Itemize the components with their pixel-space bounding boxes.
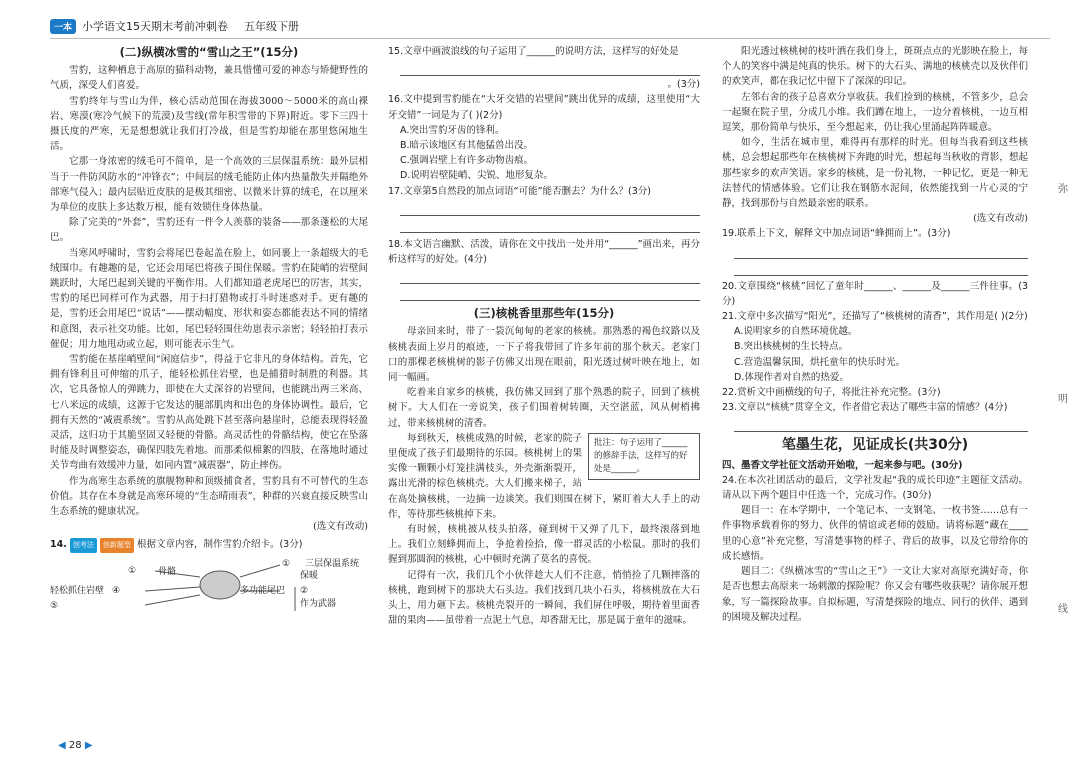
question-20: 20.文章围绕“核桃”回忆了童年时______、______及______三件往事。(3分) (722, 280, 1028, 307)
question-23: 23.文章以“核桃”贯穿全文，作者借它表达了哪些丰富的情感？(4分) (722, 402, 1008, 414)
margin-char: 弥 (1058, 184, 1068, 195)
header-left (50, 18, 299, 34)
next-arrow-icon: ▶ (84, 740, 93, 751)
q21-option-c[interactable]: C.营造温馨氛围，烘托童年的快乐时光。 (734, 356, 906, 368)
paragraph: 除了完美的“外套”，雪豹还有一件令人羡慕的装备——那条蓬松的大尾巴。 (50, 217, 368, 244)
answer-line[interactable] (400, 201, 700, 216)
paragraph: 每到秋天，核桃成熟的时候，老家的院子里便成了孩子们最期待的乐园。核桃树上的果实像一颗颗小灯笼挂满枝头，外壳渐渐裂开，露出光滑的棕色核桃壳。大人们搬来梯子，站在高处摘核桃，一边摘一边谈笑。我们则围在树下，紧盯着大人手上的动作，等待那些核桃掉下来。 (388, 432, 700, 520)
topic-one: 题目一：在本学期中，一个笔记本、一支钢笔、一枚书签……总有一件事物承载着你的努力、伙伴的情谊或老师的鼓励。请将标题“藏在____里的心意”补充完整，写清楚事物的样子、背后的故事，以及它带给你的成长感悟。 (722, 505, 1028, 562)
question-24: 24.在本次社团活动的最后，文学社发起“我的成长印迹”主题征文活动。请从以下两个题目中任选一个，完成习作。(30分) (722, 474, 1028, 502)
label-c1: ① (128, 565, 137, 576)
margin-char: 明 (1058, 394, 1068, 405)
label-weapon: 作为武器 (300, 598, 337, 609)
label-c1b: ① (282, 558, 291, 569)
question-14 (50, 537, 368, 553)
snow-leopard-icon (200, 571, 240, 599)
question-17: 17.文章第5自然段的加点词语“可能”能否删去？为什么？(3分) (388, 185, 651, 197)
paragraph: 它那一身浓密的绒毛可不简单，是一个高效的三层保温系统：最外层相当于一件防风防水的“冲锋衣”；中间层的绒毛能防止体内热量散失并隔绝外部寒气侵入；最内层贴近皮肤的是极其细密、以微米计算的绒毛，在以厘米为单位的皮肤上多达数万根，能有效锁住身体热量。 (50, 156, 368, 214)
q16-option-b[interactable]: B.暗示该地区有其他猛兽出没。 (400, 140, 534, 152)
answer-line[interactable] (734, 244, 1028, 259)
answer-line[interactable] (734, 261, 1028, 276)
q16-option-d[interactable]: D.说明岩壁陡峭、尖锐、地形复杂。 (400, 170, 553, 182)
question-15: 15.文章中画波浪线的句子运用了______的说明方法，这样写的好处是 (388, 46, 679, 57)
label-keep: 保暖 (300, 570, 319, 581)
prev-arrow-icon: ◀ (58, 740, 66, 751)
q14-text: 根据文章内容，制作雪豹介绍卡。(3分) (136, 538, 303, 550)
paragraph: 母亲回来时，带了一袋沉甸甸的老家的核桃。那熟悉的褐色纹路以及核桃表面上岁月的痕迹，一下子将我带回了许多年前的那个秋天。老家门口的那棵老核桃树的影子仿佛又出现在眼前，阳光透过树叶映在地上，如同一幅画。 (388, 326, 700, 384)
brand-logo: 一本 (50, 19, 76, 34)
header-bar (50, 18, 1050, 38)
q21-option-a[interactable]: A.说明家乡的自然环境优越。 (734, 326, 858, 338)
topic-two: 题目二：《纵横冰雪的“雪山之王”》一文让大家对高原充满好奇，你是否也想去高原来一场刺激的探险呢？你又会有哪些收获呢？请你展开想象，写一篇探险故事。自拟标题，写清楚探险的地点、同行的伙伴、遇到的困境及解决过程。 (722, 566, 1028, 623)
grade-label: 五年级下册 (244, 20, 300, 33)
q15-score: 。(3分) (667, 79, 700, 91)
column-left (50, 44, 368, 613)
question-22: 22.赏析文中画横线的句子，将批注补充完整。(3分) (722, 387, 941, 399)
paragraph: 雪豹能在基崖峭壁间“闲庭信步”，得益于它非凡的身体结构。首先，它拥有锋利且可伸缩的爪子，能轻松抓住岩壁，也是捕猎时制胜的利器。其次，它具备惊人的弹跳力，即使在大丈深谷的岩壁间，也能跳出两三米高、七八米远的成绩，这源于它发达的腿部肌肉和出色的身体协调性。最后，它拥有天然的“减震系统”。雪豹从高处跳下甚至落向悬崖时，总能表现得轻盈灵活，这归功于其脆坚固又轻便的骨骼。高灵活性的骨骼结构，使它在坠落时能及时调整姿态，确保四肢先着地。而那柔似棉絮的四肢，在落地时通过关节弯曲有效缓冲力量，如同内置“减震器”，防止摔伤。 (50, 354, 368, 472)
label-rock: 轻松抓住岩壁 (50, 585, 105, 596)
question-18: 18.本文语言幽默、活泼，请你在文中找出一处并用“______”画出来，再分析这样写的好处。(4分) (388, 238, 700, 266)
column-middle (388, 44, 700, 629)
question-16: 16.文中提到雪豹能在“大牙交错的岩壁间”跳出优异的成绩，这里使用“大牙交错”一词是为了( )(2分) (388, 94, 700, 121)
section2-title: (二)纵横冰雪的“雪山之王”(15分) (119, 45, 299, 59)
answer-line[interactable] (400, 286, 700, 301)
q14-number: 14. (50, 538, 67, 550)
margin-char: 线 (1058, 604, 1068, 615)
paragraph: 雪豹，这种栖息于高原的猫科动物，兼具惜懂可爱的神态与矫健野性的气质，深受人们喜爱。 (50, 65, 368, 92)
writing-subtitle: 四、墨香文学社征文活动开始啦，一起来参与吧。(30分) (722, 459, 963, 471)
paragraph: 阳光透过核桃树的枝叶洒在我们身上，斑斑点点的光影映在脸上，每个人的笑容中满是纯真的快乐。树下的大石头、满地的核桃壳以及伙伴们的欢笑声，都在我记忆中留下了深深的印记。 (722, 46, 1028, 88)
q21-option-b[interactable]: B.突出核桃树的生长特点。 (734, 341, 849, 353)
question-19: 19.联系上下文，解释文中加点词语“蜂拥而上”。(3分) (722, 228, 951, 240)
source-note: (选文有改动) (973, 213, 1028, 225)
header-divider (50, 38, 1050, 39)
paragraph: 当寒风呼啸时，雪豹会将尾巴卷起盖在脸上，如同裹上一条超级大的毛绒围巾。有趣趣的是，它还会用尾巴将孩子围住保暖。雪豹在陡峭的岩壁间跳跃时，大尾巴起到关键的平衡作用。人们都知道老虎尾巴的厉害，其实，雪豹的尾巴同样可作为武器，用于扫打猎物或打斗时迷惑对手。更有趣的是，雪豹还会用尾巴“说话”——摆动幅度、形状和姿态都能表达不同的情绪和意图，表示社交功能。比如，尾巴轻轻围住幼崽表示亲密；轻轻拍打表示催促；用力地甩动或立起，则可能表示生气。 (50, 247, 368, 350)
label-c5: ⑤ (50, 600, 59, 611)
snow-leopard-card-diagram (50, 557, 368, 613)
badge-new-type: 创新题型 (100, 538, 134, 553)
label-tail: 多功能尾巴 (240, 585, 286, 596)
label-c2: ② (300, 585, 309, 596)
column-right (722, 44, 1028, 625)
page-footer (58, 740, 93, 751)
paragraph: 吃着来自家乡的核桃，我仿佛又回到了那个熟悉的院子，回到了核桃树下。大人们在一旁说笑，孩子们围着树转圈，天空湛蓝，风从树梢拂过，带来核桃树的清香。 (388, 387, 700, 429)
label-layers: 三层保温系统 (305, 558, 360, 569)
answer-line[interactable] (400, 218, 700, 233)
paragraph: 作为高寒生态系统的旗舰物种和顶级捕食者，雪豹具有不可替代的生态价值。其存在本身就是高寒环境的“生态晴雨表”，种群的兴衰直接反映雪山生态系统的健康状况。 (50, 475, 368, 518)
paragraph: 有时候，核桃被从枝头拍落，碰到树干又弹了几下，最终滚落到地上。我们立刻蜂拥而上，争抢着捡拾，像一群灵活的小松鼠。那时的我们握到那圆润的核桃，心中顿时充满了莫名的喜悦。 (388, 524, 700, 566)
q16-option-a[interactable]: A.突出雪豹牙齿的锋利。 (400, 124, 505, 136)
paragraph: 如今，生活在城市里，难得再有那样的时光。但每当我看到这些核桃，总会想起那些年在核桃树下奔跑的时光，想起每当秋收的背影，想起那些家乡的欢声笑语。家乡的核桃，是一份礼物，一种记忆，更是一种无法替代的情感体验。它们让我在钢筋水泥间，依然能找到一片心灵的宁静，找到那份与自然最亲密的联系。 (722, 137, 1028, 210)
series-title: 小学语文15天期末考前冲刺卷 (82, 20, 229, 33)
answer-line[interactable] (400, 61, 700, 76)
label-c4: ④ (112, 585, 121, 596)
paragraph: 雪豹终年与雪山为伴，核心活动范围在海拔3000～5000米的高山裸岩、寒漠(寒冷气候下的荒漠)及雪线(常年积雪带的下界)附近。零下三四十摄氏度的严寒，无是想想就让我们打冷战，但是雪豹却能在那里悠闲地生活。 (50, 95, 368, 153)
answer-line[interactable] (734, 417, 1028, 432)
section3-title: (三)核桃香里那些年(15分) (473, 306, 615, 321)
badge-method: 创考法 (70, 538, 97, 553)
annotation-box[interactable]: 批注：句子运用了______的修辞手法，这样写的好处是______。 (588, 433, 700, 480)
q21-option-d[interactable]: D.体现作者对自然的热爱。 (734, 371, 849, 383)
paragraph: 记得有一次，我们几个小伙伴趁大人们不注意，悄悄捡了几颗摔落的核桃，跑到树下的那块大石头边。我们找到几块小石头，将核桃放在大石头上，用力砸下去。核桃壳裂开的一瞬间，我们屏住呼吸，期待着里面香甜的果肉——虽带着一点泥土气息，却香甜无比，那是属于童年的滋味。 (388, 569, 700, 627)
page-number: 28 (68, 740, 82, 751)
source-note: (选文有改动) (313, 521, 368, 533)
label-bones: 骨骼 (158, 566, 177, 577)
writing-section-title: 笔墨生花，见证成长(共30分) (781, 437, 969, 454)
paragraph: 左邻右舍的孩子总喜欢分享收获。我们捡到的核桃，不管多少，总会一起聚在院子里，分成几小堆。我们蹲在地上，一边分着核桃，一边互相逗笑，那份简单与快乐，至今想起来，仍让我心里涌起阵阵暖意。 (722, 91, 1028, 134)
question-21: 21.文章中多次描写“阳光”，还描写了“核桃树的清香”，其作用是( )(2分) (722, 311, 1028, 323)
answer-line[interactable] (400, 269, 700, 284)
q16-option-c[interactable]: C.强调岩壁上有许多动物齿痕。 (400, 155, 534, 167)
